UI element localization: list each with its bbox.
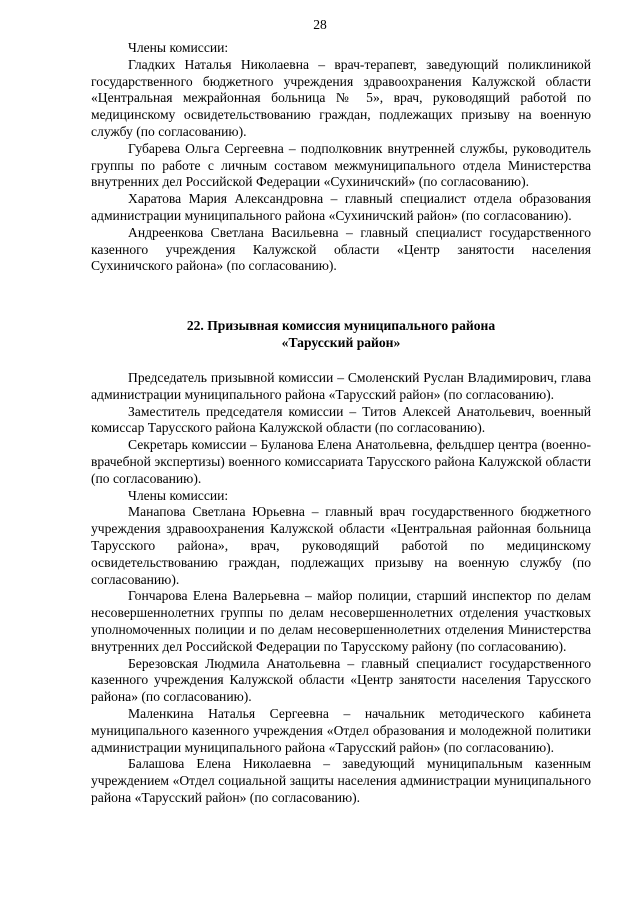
member-paragraph: Маленкина Наталья Сергеевна – начальник методического кабинета муниципального казенного учреждения «Отдел образования и молодежной политики администрации муниципального района «Тарусский район» (по согласованию). <box>91 705 591 755</box>
members-label: Члены комиссии: <box>128 487 229 503</box>
member-paragraph: Балашова Елена Николаевна – заведующий муниципальным казенным учреждением «Отдел социальной защиты населения администрации муниципального района «Тарусский район» (по согласованию). <box>91 756 591 805</box>
deputy-chairman-paragraph: Заместитель председателя комиссии – Титов Алексей Анатольевич, военный комиссар Тарусского района Калужской области (по согласованию). <box>91 403 591 436</box>
member-paragraph: Гладких Наталья Николаевна – врач-терапевт, заведующий поликлиникой государственного бюджетного учреждения здравоохранения Калужской области «Центральная межрайонная больница № 5», врач, руководящий работой по медицинскому освидетельствованию граждан, подлежащих призыву на военную службу (по согласованию). <box>91 56 591 139</box>
section-title-line2: «Тарусский район» <box>281 334 401 350</box>
member-paragraph: Харатова Мария Александровна – главный специалист отдела образования администрации муниципального района «Сухиничский район» (по согласованию). <box>91 191 591 223</box>
member-paragraph: Гончарова Елена Валерьевна – майор полиции, старший инспектор по делам несовершеннолетних группы по делам несовершеннолетних отделения участковых уполномоченных полиции и по делам несовершеннолетних отделения Министерства внутренних дел Российской Федерации по Тарусскому району (по согласованию). <box>91 588 591 654</box>
secretary-paragraph: Секретарь комиссии – Буланова Елена Анатольевна, фельдшер центра (военно-врачебной экспертизы) военного комиссариата Тарусского района Калужской области (по согласованию). <box>91 437 591 486</box>
member-paragraph: Манапова Светлана Юрьевна – главный врач государственного бюджетного учреждения здравоохранения Калужской области «Центральная районная больница Тарусского района», врач, руководящий работой по медицинскому освидетельствованию граждан, подлежащих призыву на военную службу (по согласованию). <box>91 504 591 587</box>
commission-block-tarusa <box>91 370 591 807</box>
member-paragraph: Губарева Ольга Сергеевна – подполковник внутренней службы, руководитель группы по работе с личным составом межмуниципального отдела Министерства внутренних дел Российской Федерации «Сухиничский» (по согласованию). <box>91 140 591 190</box>
section-title-line1: 22. Призывная комиссия муниципального района <box>186 318 496 333</box>
page-number: 28 <box>313 17 327 32</box>
member-paragraph: Андреенкова Светлана Васильевна – главный специалист государственного казенного учреждения Калужской области «Центр занятости населения Сухиничского района» (по согласованию). <box>91 224 591 274</box>
member-paragraph: Березовская Людмила Анатольевна – главный специалист государственного казенного учреждения Калужской области «Центр занятости населения Тарусского района» (по согласованию). <box>91 655 591 705</box>
chairman-paragraph: Председатель призывной комиссии – Смоленский Руслан Владимирович, глава администрации муниципального района «Тарусский район» (по согласованию). <box>91 370 591 402</box>
commission-block-previous <box>91 40 591 275</box>
members-label: Члены комиссии: <box>128 40 229 55</box>
section-heading <box>91 318 591 352</box>
